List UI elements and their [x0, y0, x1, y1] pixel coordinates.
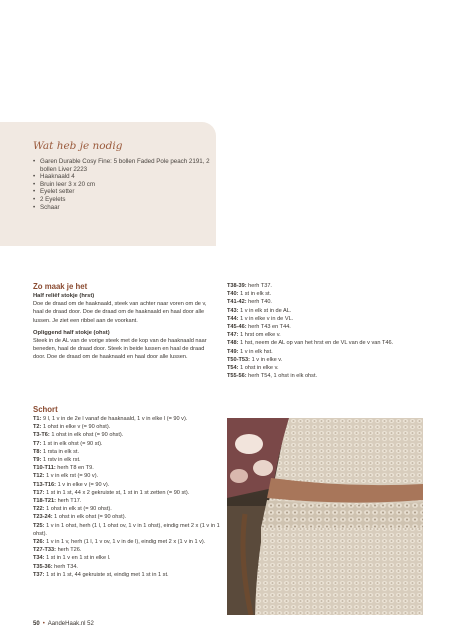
- continued-rows: [227, 282, 423, 380]
- pattern-row: T38-39: herh T37.: [227, 283, 272, 289]
- magazine-name: AandeHaak.nl 52: [47, 621, 94, 627]
- pattern-row: T55-56: herh T54, 1 ohst in elk ohst.: [227, 373, 318, 380]
- materials-item: • Schaar: [33, 204, 213, 212]
- instructions-section: [33, 282, 215, 362]
- pattern-row: T2: 1 ohst in elke v (= 90 ohst).: [33, 424, 111, 431]
- stitch-heading-ohst: Opliggend half stokje (ohst): [33, 329, 110, 336]
- pattern-row: T54: 1 ohst in elke v.: [227, 365, 279, 372]
- materials-item: • 2 Eyelets: [33, 196, 213, 204]
- section-heading: Zo maak je het: [33, 282, 88, 291]
- materials-item: • Haaknaald 4: [33, 173, 213, 181]
- section-heading: Schort: [33, 405, 58, 414]
- materials-item: • Garen Durable Cosy Fine: 5 bollen Faded Pole peach 2191, 2 bollen Liver 2223: [33, 158, 213, 173]
- pattern-row: T43: 1 v in elk st in de AL.: [227, 307, 292, 314]
- materials-item: • Bruin leer 3 x 20 cm: [33, 181, 213, 189]
- stitch-heading-hrst: Half reliëf stokje (hrst): [33, 293, 95, 299]
- materials-title: Wat heb je nodig: [33, 140, 123, 152]
- pattern-row: T48: 1 hst, neem de AL op van het hrst en de VL van de v van T46.: [227, 340, 394, 347]
- pattern-row: T8: 1 rsta in elk st.: [33, 448, 80, 455]
- pattern-row: T35-36: herh T34.: [33, 563, 78, 570]
- footer-dot: •: [42, 621, 45, 627]
- pattern-row: T12: 1 v in elk rst (= 90 v).: [33, 473, 99, 480]
- pattern-row: T25: 1 v in 1 ohst, herh (1 l, 1 ohst ov, 1 v in 1 ohst), eindig met 2 x (1 v in 1 ohst).: [33, 522, 220, 537]
- pattern-row: T45-46: herh T43 en T44.: [227, 324, 291, 331]
- page-number: 50: [33, 621, 40, 627]
- pattern-row: T3-T6: 1 ohst in elk ohst (= 90 ohst).: [33, 432, 124, 439]
- schort-section: [33, 405, 223, 579]
- pattern-row: T44: 1 v in elke v in de VL.: [227, 315, 294, 322]
- pattern-row: T26: 1 v in 1 v, herh (1 l, 1 v ov, 1 v in de l), eindig met 2 x (1 v in 1 v).: [33, 539, 206, 546]
- pattern-row: T47: 1 hrst om elke v.: [227, 332, 281, 339]
- pattern-row: T37: 1 st in 1 st, 44 gekruiste st, eindig met 1 st in 1 st.: [33, 571, 169, 578]
- pattern-row: T40: 1 st in elk st.: [227, 291, 272, 298]
- pattern-row: T18-T21: herh T17.: [33, 498, 82, 505]
- materials-list: [33, 158, 213, 211]
- pattern-row: T27-T33: herh T26.: [33, 547, 82, 554]
- materials-item: • Eyelet setter: [33, 188, 213, 196]
- pattern-row: T10-T11: herh T8 en T9.: [33, 465, 94, 472]
- pattern-row: T41-42: herh T40.: [227, 299, 272, 306]
- pattern-row: T1: 9 l, 1 v in de 2e l vanaf de haaknaald, 1 v in elke l (= 90 v).: [33, 416, 188, 422]
- pattern-row: T49: 1 v in elk hst.: [227, 348, 273, 355]
- page-footer: [33, 621, 94, 627]
- pattern-row: T50-T53: 1 v in elke v.: [227, 356, 283, 363]
- pattern-row: T9: 1 rstv in elk rst.: [33, 457, 81, 464]
- pattern-row: T17: 1 st in 1 st, 44 x 2 gekruiste st, 1 st in 1 st zetten (= 90 st).: [33, 489, 190, 496]
- stitch-text-hrst: Doe de draad om de haaknaald, steek van achter naar voren om de v, haal de draad door. Doe de draad om de haaknaald en haal door alle lussen. Je ziet een ribbel aan de voorkant.: [33, 301, 207, 324]
- pattern-row: T23-24: 1 ohst in elk ohst (= 90 ohst).: [33, 514, 127, 521]
- pattern-row: T22: 1 ohst in elk st (= 90 ohst).: [33, 506, 112, 513]
- pattern-row: T13-T16: 1 v in elke v (= 90 v).: [33, 481, 110, 488]
- stitch-text-ohst: Steek in de AL van de vorige steek met de kop van de haaknaald naar beneden, haal de draad door. Steek in beide lussen en haal de draad door. Doe de draad om de haaknaald en haal door alle lussen.: [33, 338, 207, 361]
- apron-photo: [227, 418, 423, 615]
- pattern-row: T7: 1 st in elk ohst (= 90 st).: [33, 440, 103, 447]
- pattern-row: T34: 1 st in 1 v en 1 st in elke l.: [33, 555, 111, 562]
